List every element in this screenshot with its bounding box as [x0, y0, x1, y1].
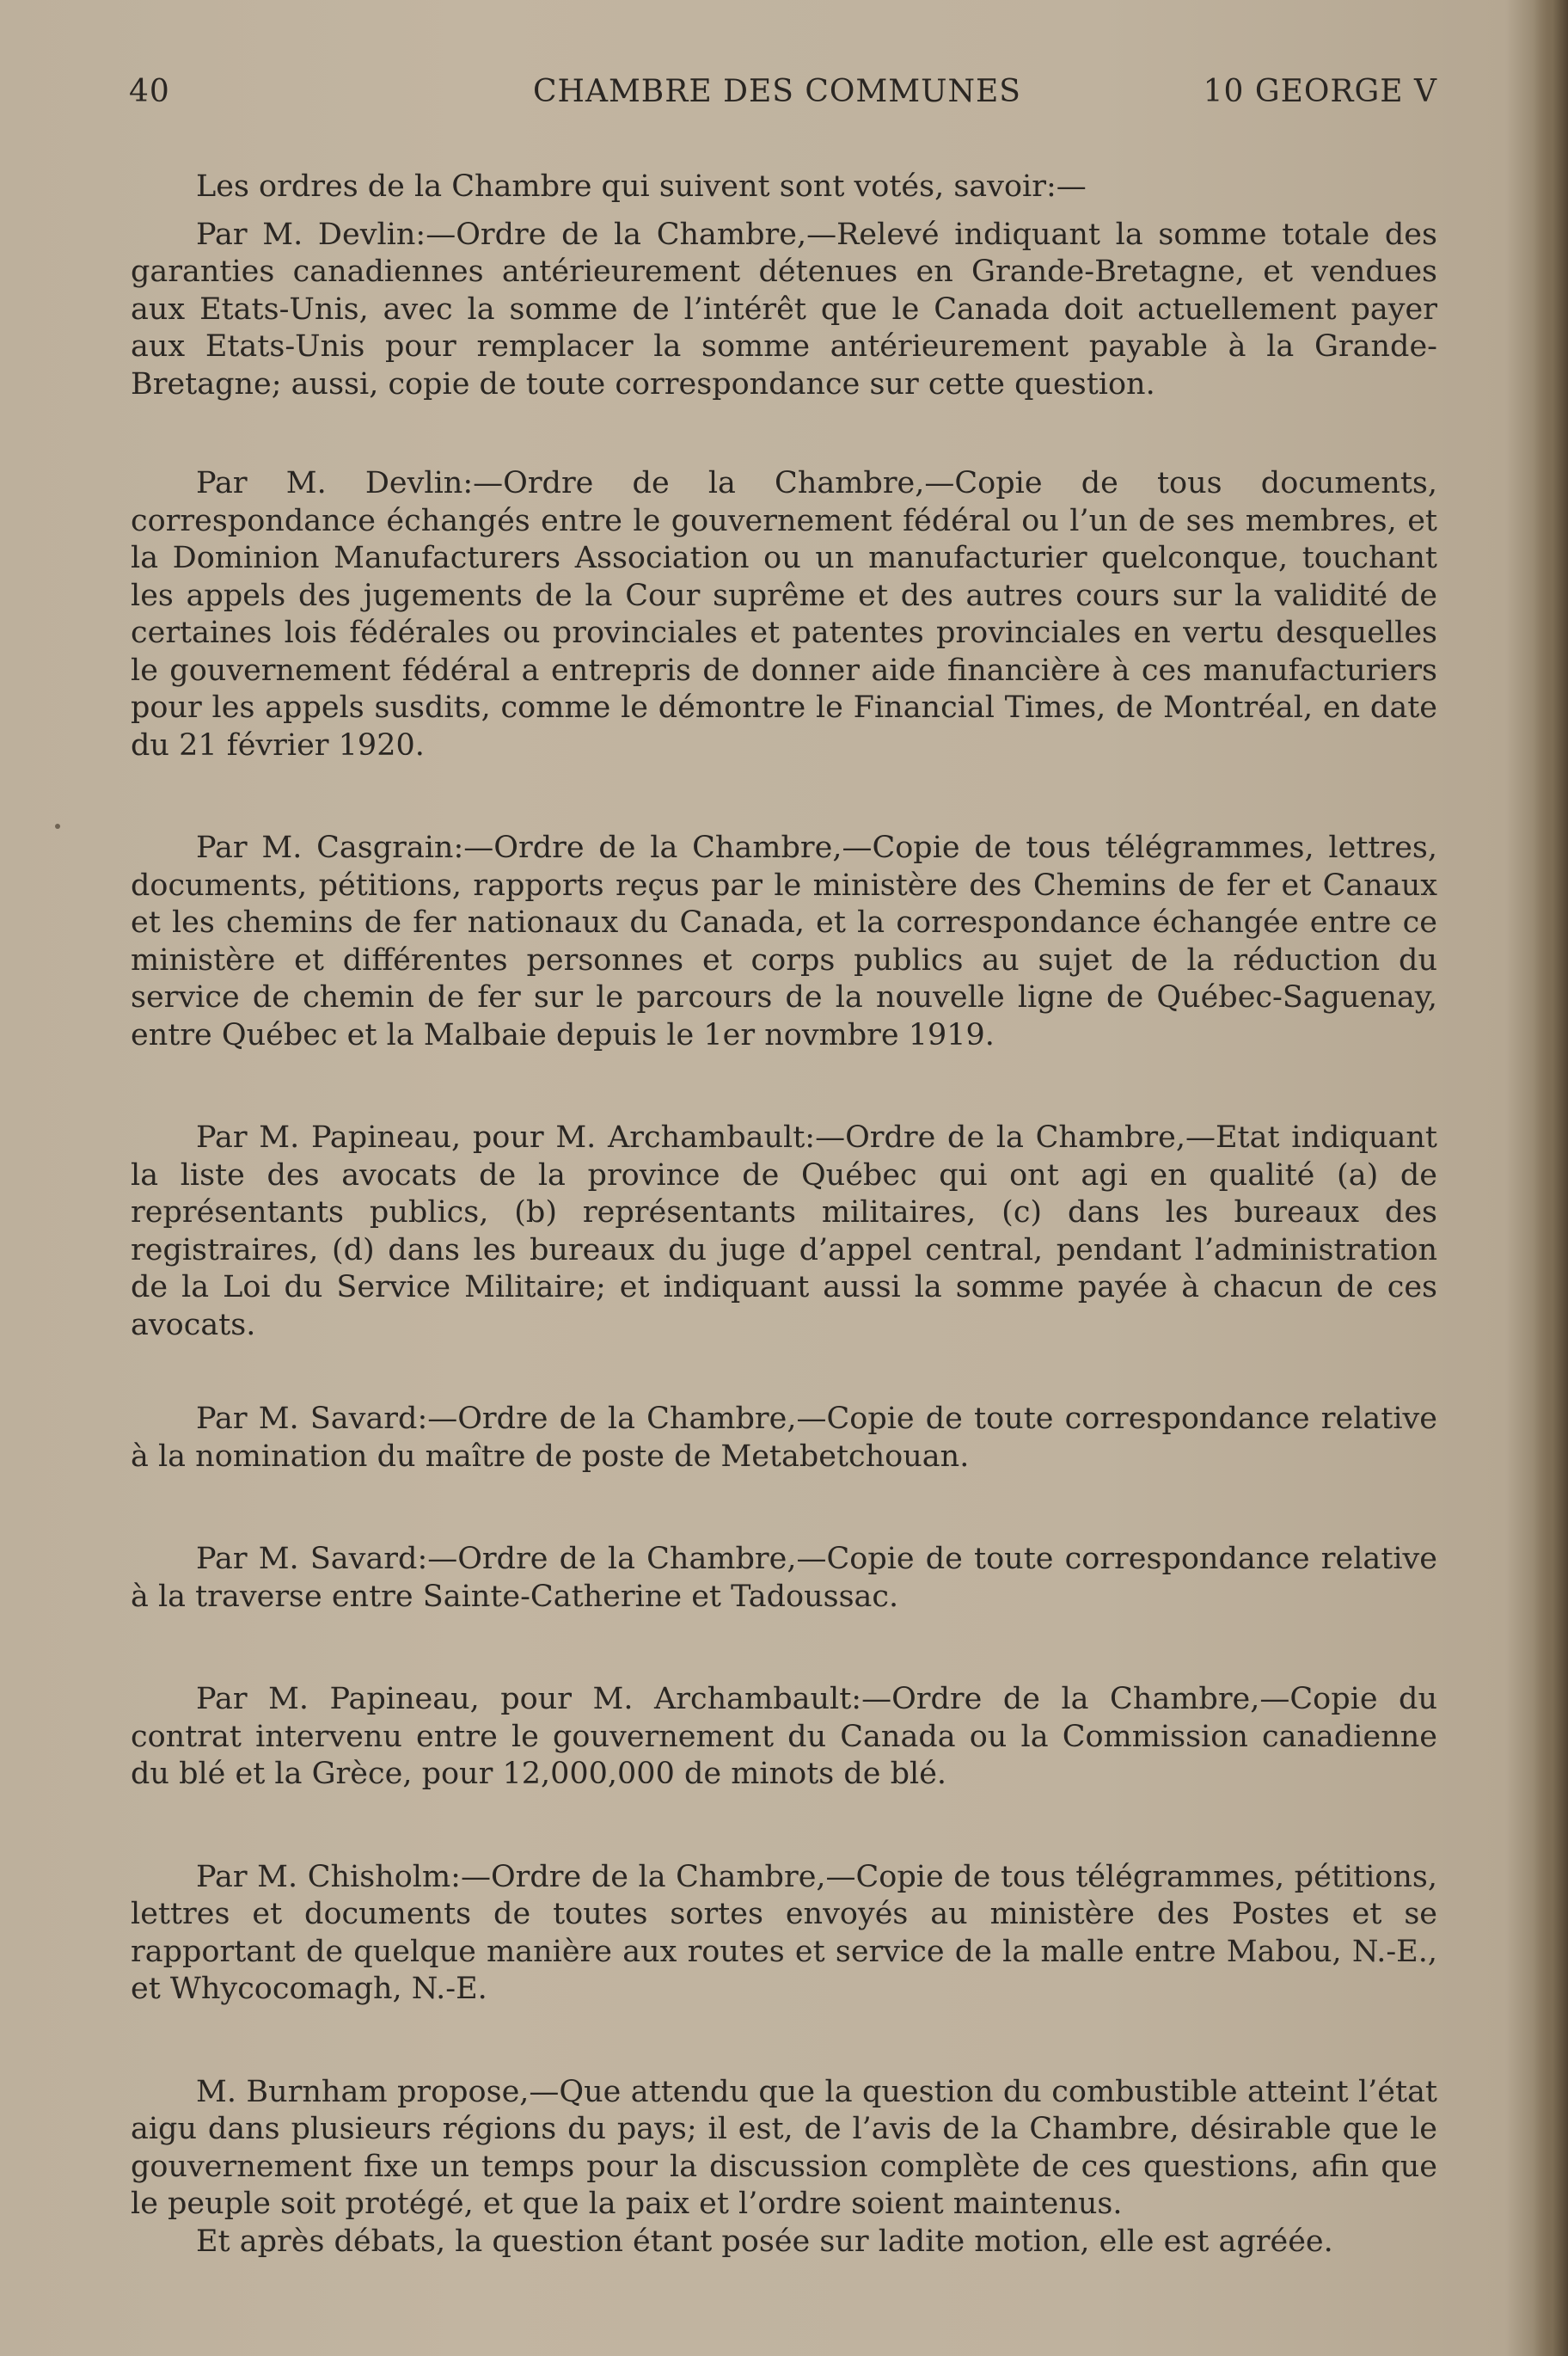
journal-body — [131, 169, 1437, 2261]
running-title: CHAMBRE DES COMMUNES — [533, 74, 1021, 109]
binding-edge — [1534, 0, 1568, 2356]
order-papineau-lawyers: Par M. Papineau, pour M. Archambault:—Ordre de la Chambre,—Etat indiquant la liste des avocats de la province de Québec qui ont agi en qualité (a) de représentants publics, (b) représentants militaires, (c) dans les bureaux des registraires, (d) dans les bureaux du juge d’appel central, pendant l’administration de la Loi du Service Militaire; et indiquant aussi la somme payée à chacun de ces avocats. — [131, 1120, 1437, 1342]
order-devlin-guarantees: Par M. Devlin:—Ordre de la Chambre,—Relevé indiquant la somme totale des garanties canadiennes antérieurement détenues en Grande-Bretagne, et vendues aux Etats-Unis, avec la somme de l’intérêt que le Canada doit actuellement payer aux Etats-Unis pour remplacer la somme antérieurement payable à la Grande-Bretagne; aussi, copie de toute correspondance sur cette question. — [131, 217, 1437, 402]
order-devlin-manufacturers: Par M. Devlin:—Ordre de la Chambre,—Copie de tous documents, correspondance échangés entre le gouvernement fédéral ou l’un de ses membres, et la Dominion Manufacturers Association ou un manufacturier quelconque, touchant les appels des jugements de la Cour suprême et des autres cours sur la validité de certaines lois fédérales ou provinciales et patentes provinciales en vertu desquelles le gouvernement fédéral a entrepris de donner aide financière à ces manufacturiers pour les appels susdits, comme le démontre le Financial Times, de Montréal, en date du 21 février 1920. — [131, 466, 1437, 763]
order-casgrain-railway: Par M. Casgrain:—Ordre de la Chambre,—Copie de tous télégrammes, lettres, documents, pétitions, rapports reçus par le ministère des Chemins de fer et Canaux et les chemins de fer nationaux du Canada, et la correspondance échangée entre ce ministère et différentes personnes et corps publics au sujet de la réduction du service de chemin de fer sur le parcours de la nouvelle ligne de Québec-Saguenay, entre Québec et la Malbaie depuis le 1er novmbre 1919. — [131, 831, 1437, 1052]
order-papineau-wheat-contract: Par M. Papineau, pour M. Archambault:—Ordre de la Chambre,—Copie du contrat intervenu entre le gouvernement du Canada ou la Commission canadienne du blé et la Grèce, pour 12,000,000 de minots de blé. — [131, 1682, 1437, 1791]
intro-paragraph: Les ordres de la Chambre qui suivent sont votés, savoir:— — [196, 169, 1087, 204]
page-number: 40 — [129, 74, 170, 109]
order-chisholm-mail: Par M. Chisholm:—Ordre de la Chambre,—Copie de tous télégrammes, pétitions, lettres et documents de toutes sortes envoyés au ministère des Postes et se rapportant de quelque manière aux routes et service de la malle entre Mabou, N.-E., et Whycocomagh, N.-E. — [131, 1859, 1437, 2006]
regnal-year: 10 GEORGE V — [1203, 74, 1437, 109]
order-savard-postmaster: Par M. Savard:—Ordre de la Chambre,—Copie de toute correspondance relative à la nomination du maître de poste de Metabetchouan. — [131, 1402, 1437, 1474]
order-savard-ferry: Par M. Savard:—Ordre de la Chambre,—Copie de toute correspondance relative à la traverse entre Sainte-Catherine et Tadoussac. — [131, 1542, 1437, 1614]
running-header — [129, 74, 1437, 112]
motion-result: Et après débats, la question étant posée sur ladite motion, elle est agréée. — [196, 2224, 1333, 2259]
paper-speck — [55, 824, 60, 829]
motion-burnham-fuel: M. Burnham propose,—Que attendu que la question du combustible atteint l’état aigu dans plusieurs régions du pays; il est, de l’avis de la Chambre, désirable que le gouvernement fixe un temps pour la discussion complète de ces questions, afin que le peuple soit protégé, et que la paix et l’ordre soient maintenus. — [131, 2074, 1437, 2221]
